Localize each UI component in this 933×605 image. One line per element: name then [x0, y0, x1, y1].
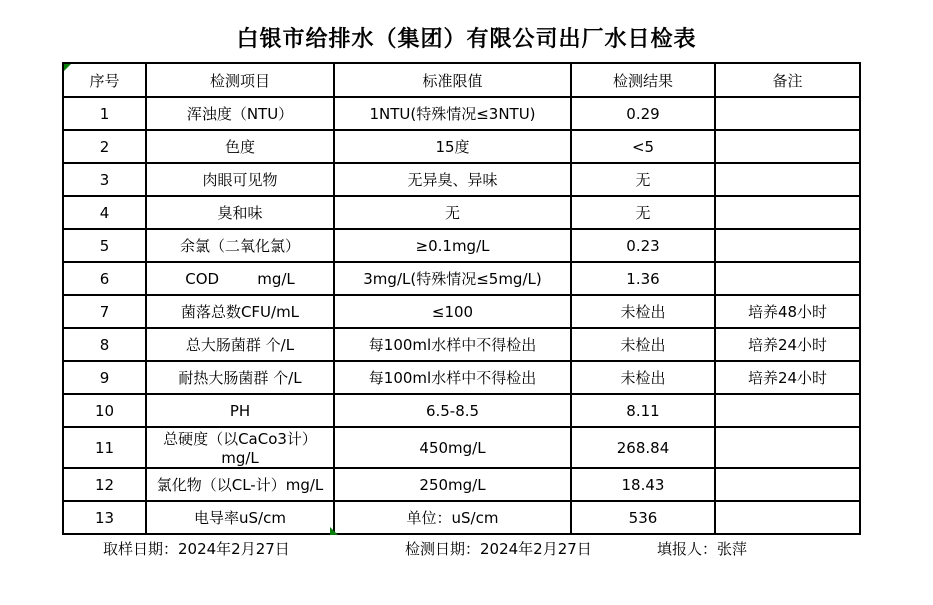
table-row: [63, 394, 860, 427]
cell-result: 536: [571, 501, 715, 534]
cell-note: [715, 394, 860, 427]
cell-note: [715, 163, 860, 196]
table-row: [63, 196, 860, 229]
cell-item: PH: [146, 394, 334, 427]
cell-no: 1: [63, 97, 146, 130]
cell-note: [715, 501, 860, 534]
cell-no: 3: [63, 163, 146, 196]
cell-no: 6: [63, 262, 146, 295]
cell-no: 12: [63, 468, 146, 501]
table-row: [63, 130, 860, 163]
col-header-result: 检测结果: [571, 63, 715, 97]
col-header-no: 序号: [63, 63, 146, 97]
cell-item: COD mg/L: [146, 262, 334, 295]
cell-limit: 6.5-8.5: [334, 394, 571, 427]
cell-note: 培养48小时: [715, 295, 860, 328]
cell-item: 浑浊度（NTU）: [146, 97, 334, 130]
green-triangle-icon: [330, 527, 338, 535]
cell-no: 2: [63, 130, 146, 163]
cell-limit: 15度: [334, 130, 571, 163]
cell-result: 无: [571, 163, 715, 196]
cell-result: 未检出: [571, 361, 715, 394]
cell-no: 4: [63, 196, 146, 229]
cell-result: 0.29: [571, 97, 715, 130]
cell-no: 11: [63, 427, 146, 468]
cell-note: [715, 229, 860, 262]
sampling-date-label: 取样日期：2024年2月27日: [103, 540, 290, 558]
test-date-label: 检测日期：2024年2月27日: [405, 540, 592, 558]
table-row: [63, 295, 860, 328]
cell-no: 8: [63, 328, 146, 361]
cell-limit: ≤100: [334, 295, 571, 328]
cell-result: 8.11: [571, 394, 715, 427]
cell-no: 5: [63, 229, 146, 262]
cell-item: 臭和味: [146, 196, 334, 229]
table-row: [63, 97, 860, 130]
cell-result: 未检出: [571, 328, 715, 361]
table-header-row: [63, 63, 860, 97]
cell-limit: 每100ml水样中不得检出: [334, 361, 571, 394]
col-header-item: 检测项目: [146, 63, 334, 97]
cell-no: 13: [63, 501, 146, 534]
cell-result: 1.36: [571, 262, 715, 295]
page-title: 白银市给排水（集团）有限公司出厂水日检表: [236, 27, 697, 52]
cell-limit: 每100ml水样中不得检出: [334, 328, 571, 361]
cell-result: 268.84: [571, 427, 715, 468]
col-header-limit: 标准限值: [334, 63, 571, 97]
table-row: [63, 427, 860, 468]
table-row: [63, 501, 860, 534]
cell-note: [715, 130, 860, 163]
cell-limit: ≥0.1mg/L: [334, 229, 571, 262]
cell-limit: 3mg/L(特殊情况≤5mg/L): [334, 262, 571, 295]
cell-no: 9: [63, 361, 146, 394]
reporter-label: 填报人：张萍: [657, 540, 748, 558]
cell-item: 总大肠菌群 个/L: [146, 328, 334, 361]
cell-note: [715, 427, 860, 468]
cell-note: [715, 196, 860, 229]
cell-result: 无: [571, 196, 715, 229]
cell-limit: 450mg/L: [334, 427, 571, 468]
cell-note: [715, 468, 860, 501]
cell-item: 总硬度（以CaCo3计）mg/L: [146, 427, 334, 468]
green-triangle-icon: [64, 64, 71, 71]
cell-note: 培养24小时: [715, 328, 860, 361]
col-header-note: 备注: [715, 63, 860, 97]
table-row: [63, 163, 860, 196]
cell-limit: 无: [334, 196, 571, 229]
cell-limit: 1NTU(特殊情况≤3NTU): [334, 97, 571, 130]
table-row: [63, 262, 860, 295]
cell-result: <5: [571, 130, 715, 163]
table-row: [63, 468, 860, 501]
cell-no: 10: [63, 394, 146, 427]
cell-note: [715, 97, 860, 130]
table-row: [63, 328, 860, 361]
cell-item: 余氯（二氧化氯）: [146, 229, 334, 262]
table-row: [63, 361, 860, 394]
cell-note: 培养24小时: [715, 361, 860, 394]
inspection-table: [62, 62, 861, 535]
cell-result: 18.43: [571, 468, 715, 501]
cell-note: [715, 262, 860, 295]
cell-result: 0.23: [571, 229, 715, 262]
cell-result: 未检出: [571, 295, 715, 328]
cell-item: 耐热大肠菌群 个/L: [146, 361, 334, 394]
cell-limit: 无异臭、异味: [334, 163, 571, 196]
cell-item: 氯化物（以CL-计）mg/L: [146, 468, 334, 501]
cell-item: 肉眼可见物: [146, 163, 334, 196]
cell-limit: 250mg/L: [334, 468, 571, 501]
table-row: [63, 229, 860, 262]
cell-no: 7: [63, 295, 146, 328]
cell-item: 菌落总数CFU/mL: [146, 295, 334, 328]
cell-item: 色度: [146, 130, 334, 163]
cell-limit: 单位：uS/cm: [334, 501, 571, 534]
cell-item: 电导率uS/cm: [146, 501, 334, 534]
